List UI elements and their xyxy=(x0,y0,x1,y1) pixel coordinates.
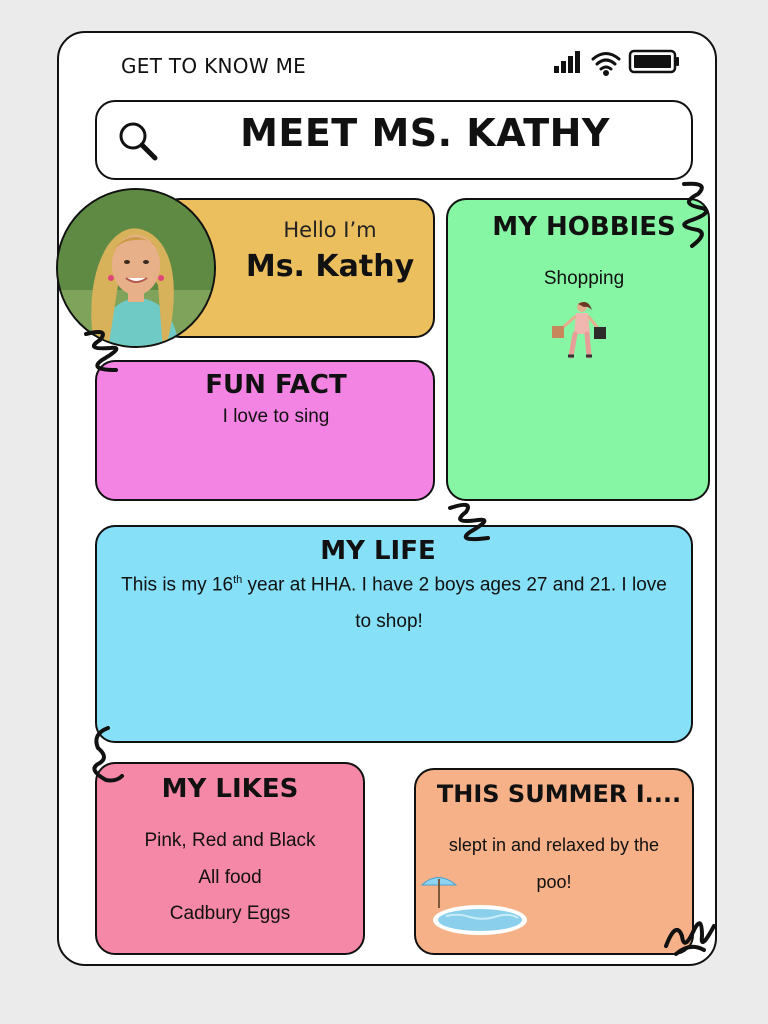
hello-name: Ms. Kathy xyxy=(245,249,415,284)
status-title: GET TO KNOW ME xyxy=(121,54,307,78)
wifi-icon xyxy=(593,54,619,75)
summer-text-line2: poo! xyxy=(536,872,572,892)
life-text-before: This is my 16 xyxy=(121,574,234,596)
squiggle-decoration xyxy=(444,500,499,545)
life-text-line1 xyxy=(95,574,693,596)
summer-text-line1: slept in and relaxed by the xyxy=(448,835,660,855)
pool-umbrella-illustration xyxy=(418,870,530,940)
hobbies-item: Shopping xyxy=(543,268,625,289)
avatar-portrait-icon xyxy=(58,190,216,348)
fun-fact-heading: FUN FACT xyxy=(205,370,347,400)
squiggle-decoration xyxy=(662,906,718,960)
signal-icon xyxy=(554,51,580,73)
life-heading: MY LIFE xyxy=(320,536,436,566)
fun-fact-text: I love to sing xyxy=(222,406,330,427)
status-icons xyxy=(553,48,683,78)
squiggle-decoration xyxy=(86,724,128,784)
battery-icon xyxy=(630,51,679,72)
shopping-woman-illustration xyxy=(544,298,612,364)
hello-greeting: Hello I’m xyxy=(283,218,377,242)
page-title: MEET MS. KATHY xyxy=(240,111,610,155)
life-text-after: year at HHA. I have 2 boys ages 27 and 21. I love xyxy=(242,574,667,596)
search-icon[interactable] xyxy=(117,120,159,162)
hobbies-heading: MY HOBBIES xyxy=(492,212,676,242)
squiggle-decoration xyxy=(80,328,130,376)
likes-item: Cadbury Eggs xyxy=(169,903,291,924)
likes-heading: MY LIKES xyxy=(161,774,299,804)
likes-item: Pink, Red and Black xyxy=(144,830,316,851)
life-text-line2: to shop! xyxy=(355,611,423,632)
avatar xyxy=(56,188,216,348)
summer-heading: THIS SUMMER I.... xyxy=(436,780,682,808)
likes-item: All food xyxy=(198,867,262,888)
life-text-sup: th xyxy=(233,574,243,586)
squiggle-decoration xyxy=(670,180,715,250)
